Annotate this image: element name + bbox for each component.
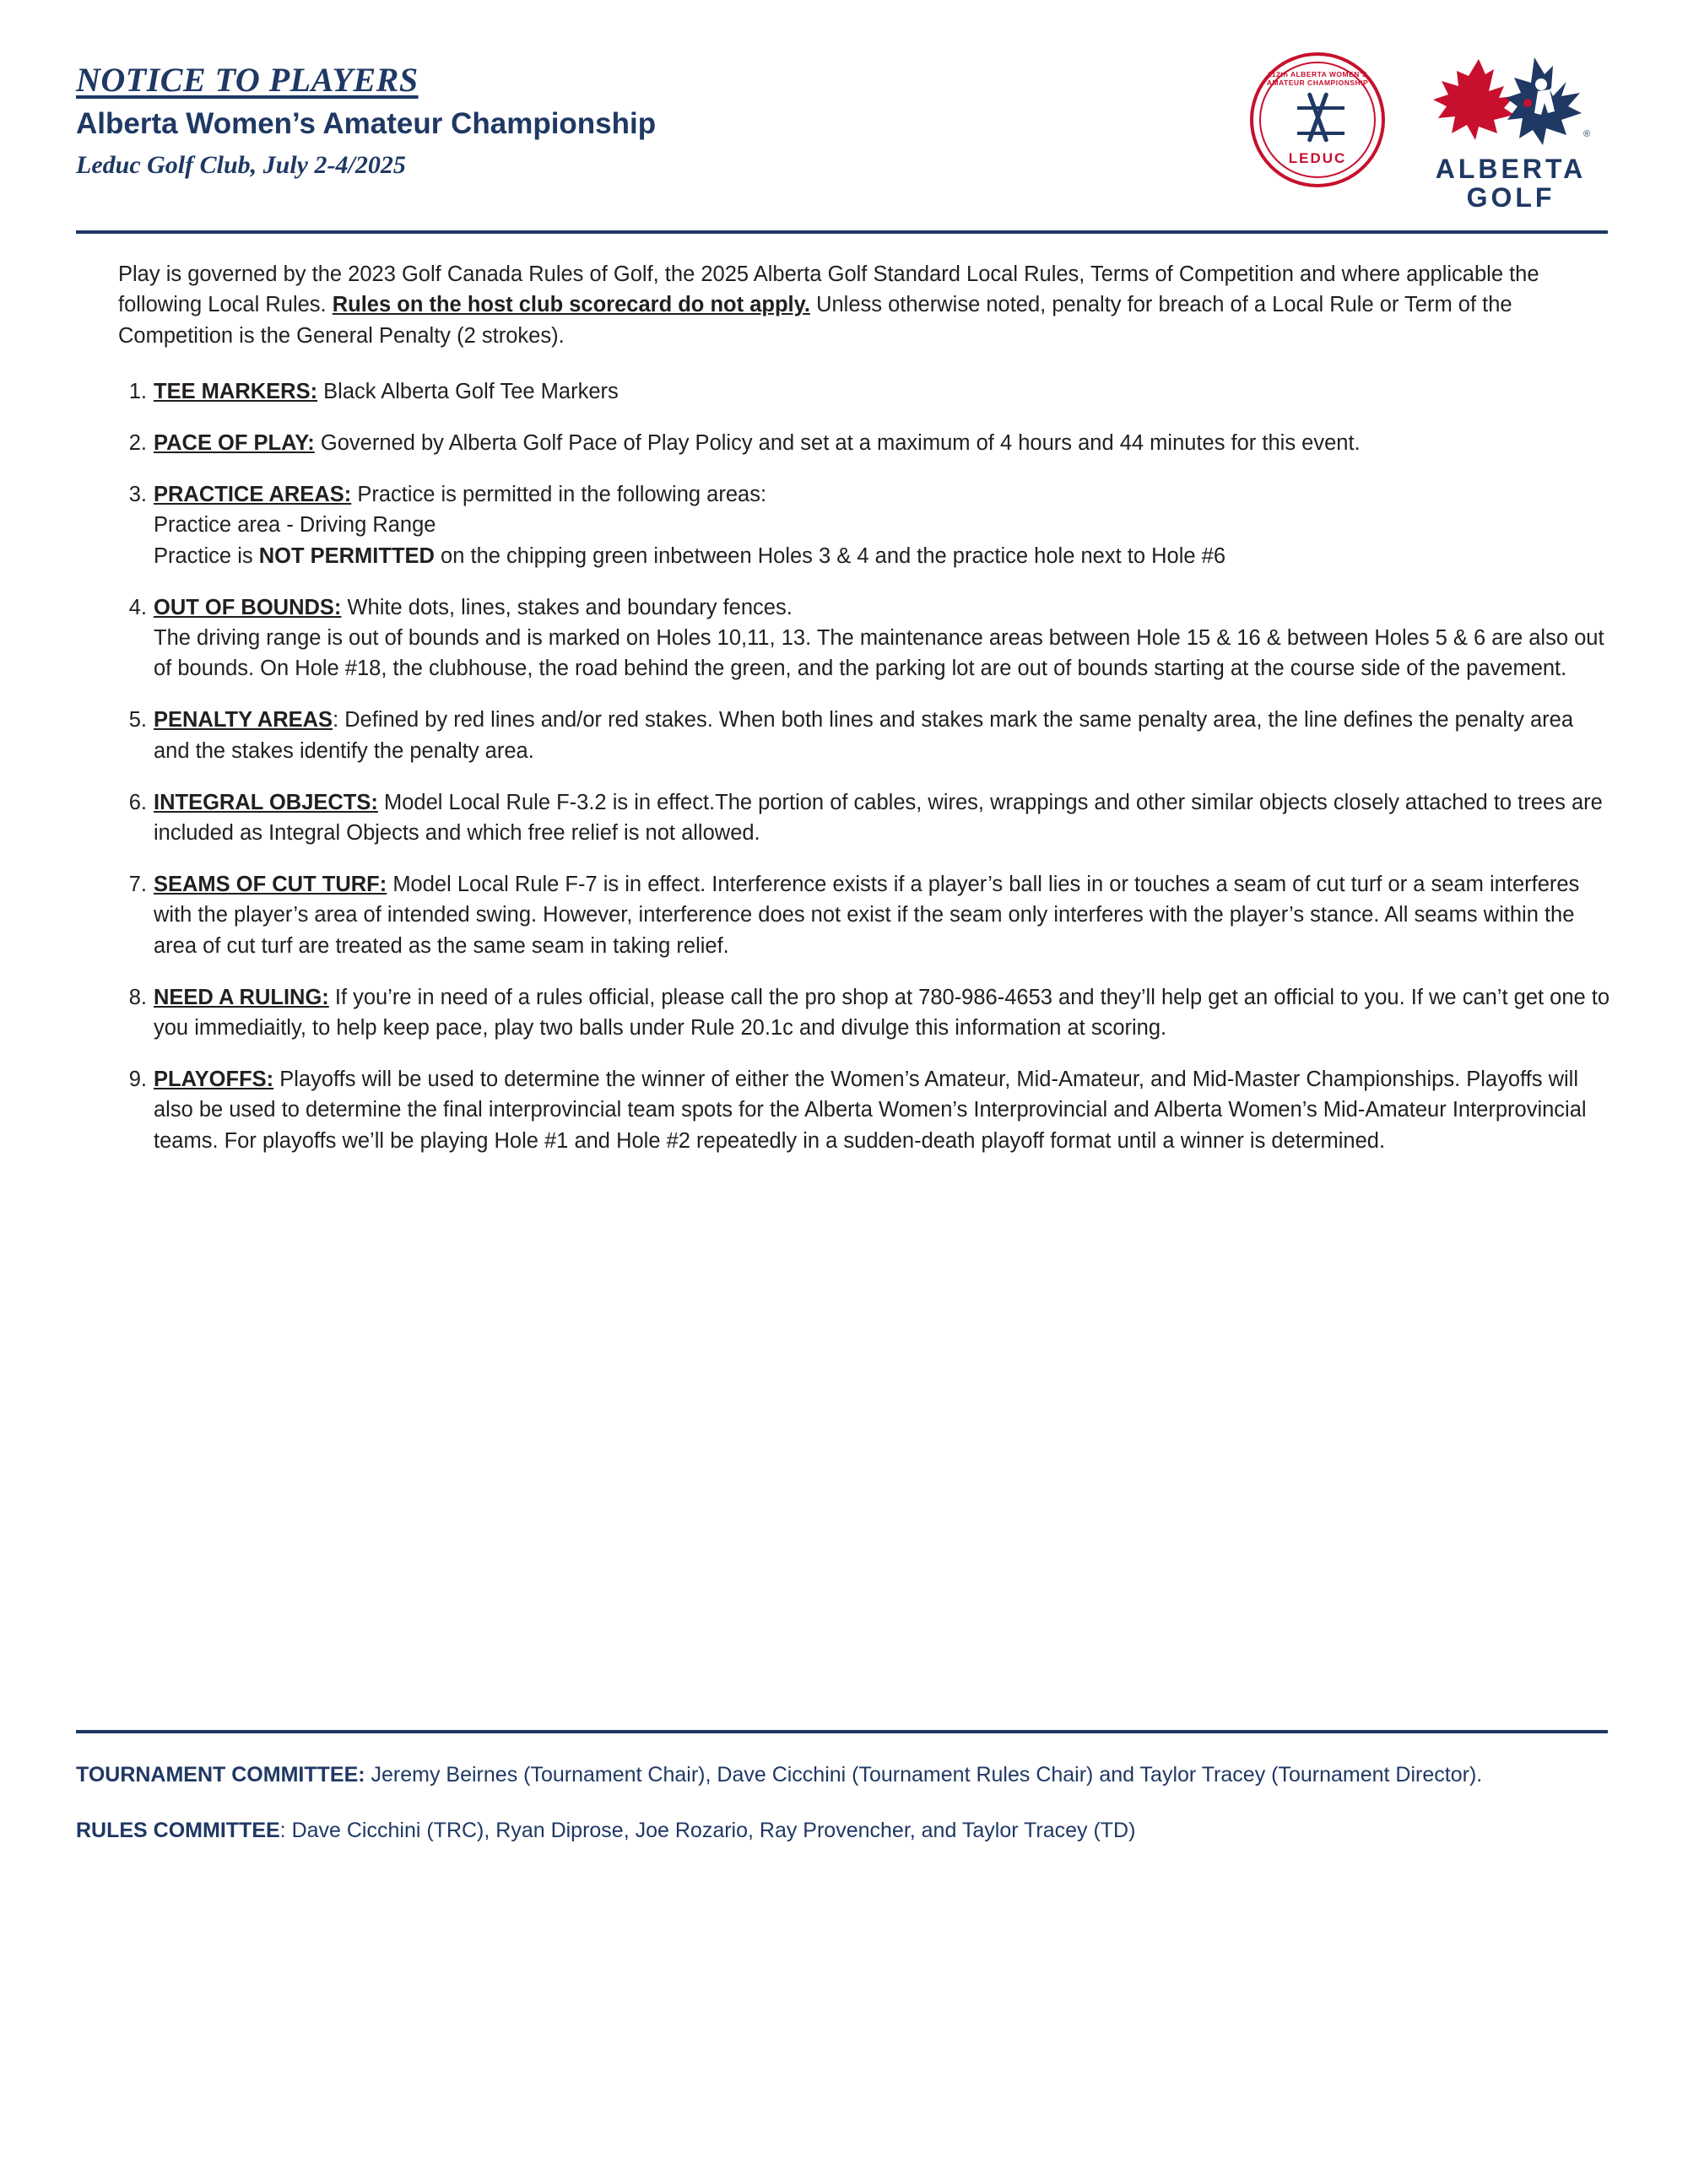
intro-emphasis: Rules on the host club scorecard do not apply. (332, 293, 810, 317)
rules-committee-label: RULES COMMITTEE (76, 1819, 280, 1843)
rule-item-tee-markers (76, 376, 1612, 407)
rule-text-8: If you’re in need of a rules official, please call the pro shop at 780-986-4653 and they’ll help get an official to you. If we can’t get one to you immediaitly, to help keep pace, play two balls under Rule 20.1c and divulge this information at scoring. (154, 985, 1610, 1041)
page-title: NOTICE TO PLAYERS (76, 61, 419, 99)
alberta-golf-wordmark-line1: ALBERTA (1435, 154, 1587, 184)
rule-text-3-line3-bold: NOT PERMITTED (258, 543, 435, 568)
rule-lead-5: PENALTY AREAS (154, 708, 333, 733)
leduc-crest-logo (1250, 52, 1385, 187)
rules-committee-text: : Dave Cicchini (TRC), Ryan Diprose, Joe Rozario, Ray Provencher, and Taylor Tracey (TD) (279, 1819, 1136, 1843)
rule-lead-7: SEAMS OF CUT TURF: (154, 873, 387, 897)
venue-subtitle: Leduc Golf Club, July 2-4/2025 (76, 151, 406, 179)
header-logos (1250, 52, 1608, 212)
crest-arc-bottom-text: LEDUC (1288, 150, 1347, 166)
rule-text-6: Model Local Rule F-3.2 is in effect.The portion of cables, wires, wrappings and other similar objects closely attached to trees are included as Integral Objects and which free relief is not allowed. (154, 790, 1603, 846)
championship-title: Alberta Women’s Amateur Championship (76, 107, 657, 140)
document-body (76, 234, 1612, 1156)
rule-text-3-line3-post: on the chipping green inbetween Holes 3 & 4 and the practice hole next to Hole #6 (434, 543, 1226, 568)
rule-lead-6: INTEGRAL OBJECTS: (154, 790, 378, 814)
crest-band-decoration (1297, 106, 1344, 135)
rule-item-need-a-ruling (76, 982, 1612, 1043)
tournament-committee-label: TOURNAMENT COMMITTEE: (76, 1763, 365, 1787)
svg-text:®: ® (1583, 129, 1591, 139)
rule-lead-3: PRACTICE AREAS: (154, 483, 352, 507)
rule-text-9: Playoffs will be used to determine the winner of either the Women’s Amateur, Mid-Amateur, and Mid-Master Championships. Playoffs will also be used to determine the final interprovincial team spots for the Alberta Women’s Interprovincial and Alberta Women’s Mid-Amateur Interprovincial teams. For playoffs we’ll be playing Hole #1 and Hole #2 repeatedly in a sudden-death playoff format until a winner is determined. (154, 1068, 1587, 1153)
local-rules-list (76, 376, 1612, 1156)
tournament-committee-text: Jeremy Beirnes (Tournament Chair), Dave Cicchini (Tournament Rules Chair) and Taylor Tracey (Tournament Director). (365, 1763, 1483, 1787)
rule-text-7: Model Local Rule F-7 is in effect. Interference exists if a player’s ball lies in or touches a seam of cut turf or a seam interferes with the player’s area of intended swing. However, interference does not exist if the seam only interferes with the player’s stance. All seams within the area of cut turf are treated as the same seam in taking relief. (154, 873, 1580, 958)
document-header (76, 0, 1608, 212)
tournament-committee-line (76, 1760, 1608, 1790)
rule-text-2: Governed by Alberta Golf Pace of Play Policy and set at a maximum of 4 hours and 44 minutes for this event. (314, 431, 1361, 455)
document-footer (76, 1760, 1608, 1872)
rule-item-practice-areas (76, 479, 1612, 571)
rule-item-seams-of-cut-turf (76, 869, 1612, 961)
rule-text-5: : Defined by red lines and/or red stakes. When both lines and stakes mark the same penalty area, the line defines the penalty area and the stakes identify the penalty area. (154, 708, 1573, 763)
rule-text-3-line2: Practice area - Driving Range (154, 513, 436, 538)
rule-lead-1: TEE MARKERS: (154, 379, 318, 403)
alberta-golf-logo (1422, 52, 1599, 212)
rule-lead-9: PLAYOFFS: (154, 1068, 274, 1092)
header-titles (76, 52, 656, 181)
rule-text-3: Practice is permitted in the following areas: (351, 483, 767, 507)
rule-text-4-line2: The driving range is out of bounds and is marked on Holes 10,11, 13. The maintenance areas between Hole 15 & 16 & between Holes 5 & 6 are also out of bounds. On Hole #18, the clubhouse, the road behind the green, and the parking lot are out of bounds starting at the course side of the pavement. (154, 626, 1604, 681)
intro-part1: Play is governed by the 2023 Golf Canada Rules of Golf, the 2025 Alberta Golf Standard Local Rules, Terms of Competition and where applicable the following Local Rules. (118, 262, 1539, 317)
intro-paragraph (118, 259, 1570, 351)
rule-item-penalty-areas (76, 705, 1612, 765)
rule-lead-8: NEED A RULING: (154, 985, 329, 1009)
rule-lead-4: OUT OF BOUNDS: (154, 595, 342, 619)
rule-item-integral-objects (76, 787, 1612, 848)
rule-text-4: White dots, lines, stakes and boundary fences. (341, 595, 793, 619)
rule-lead-2: PACE OF PLAY: (154, 431, 315, 455)
rule-text-3-line3-pre: Practice is (154, 543, 259, 568)
rule-item-playoffs (76, 1064, 1612, 1156)
intro-part2: Unless otherwise noted, penalty for breach of a Local Rule or Term of the Competition is the General Penalty (2 strokes). (118, 293, 1512, 348)
footer-divider (76, 1730, 1608, 1733)
rules-committee-line (76, 1815, 1608, 1846)
rule-item-out-of-bounds (76, 592, 1612, 684)
rule-text-1: Black Alberta Golf Tee Markers (317, 379, 619, 403)
alberta-golf-mark-icon (1426, 52, 1595, 154)
rule-item-pace-of-play (76, 428, 1612, 458)
alberta-golf-wordmark-line2: GOLF (1466, 181, 1555, 213)
crest-arc-top-text: 112th ALBERTA WOMEN’S AMATEUR CHAMPIONSHIP (1266, 70, 1369, 87)
